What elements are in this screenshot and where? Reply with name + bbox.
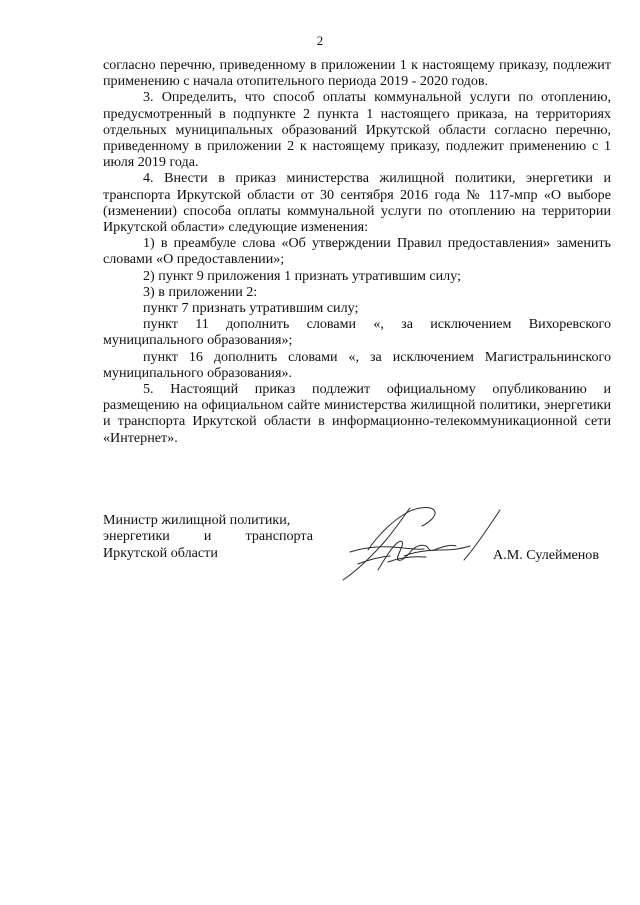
document-body <box>103 57 611 446</box>
signatory-title <box>103 512 313 561</box>
signatory-title-word-energy: энергетики <box>103 528 170 545</box>
signatory-title-line-1: Министр жилищной политики, <box>103 512 291 528</box>
subitem-2: 2) пункт 9 приложения 1 признать утратившим силу; <box>143 267 461 284</box>
handwritten-signature <box>338 500 508 585</box>
paragraph-item-3: 3. Определить, что способ оплаты коммунальной услуги по отоплению, предусмотренный в подпункте 2 пункта 1 настоящего приказа, на территориях отдельных муниципальных образований Иркутской области согласно перечню, приведенному в приложении 2 к настоящему приказу, подлежит применению с 1 июля 2019 года. <box>103 89 611 171</box>
paragraph-continuation: согласно перечню, приведенному в приложении 1 к настоящему приказу, подлежит применению с начала отопительного периода 2019 - 2020 годов. <box>103 57 611 90</box>
page-number: 2 <box>316 33 324 48</box>
subitem-1: 1) в преамбуле слова «Об утверждении Правил предоставления» заменить словами «О предоставлении»; <box>103 235 611 268</box>
signer-name: А.М. Сулейменов <box>493 547 600 563</box>
subitem-3-point-11: пункт 11 дополнить словами «, за исключением Вихоревского муниципального образования»; <box>103 316 611 349</box>
signatory-title-word-transport: транспорта <box>245 528 313 545</box>
signatory-title-line-3: Иркутской области <box>103 544 218 561</box>
signatory-title-line-2 <box>103 528 313 544</box>
paragraph-item-4: 4. Внести в приказ министерства жилищной политики, энергетики и транспорта Иркутской области от 30 сентября 2016 года № 117-мпр «О выборе (изменении) способа оплаты коммунальной услуги по отоплению на территории Иркутской области» следующие изменения: <box>103 170 611 236</box>
subitem-3-point-16: пункт 16 дополнить словами «, за исключением Магистральнинского муниципального образования». <box>103 348 611 381</box>
subitem-3-point-7: пункт 7 признать утратившим силу; <box>143 300 359 317</box>
paragraph-item-5: 5. Настоящий приказ подлежит официальному опубликованию и размещению на официальном сайте министерства жилищной политики, энергетики и транспорта Иркутской области в информационно-телекоммуникационной сети «Интернет». <box>103 381 611 446</box>
signatory-title-word-and: и <box>203 528 212 545</box>
subitem-3: 3) в приложении 2: <box>143 283 258 300</box>
